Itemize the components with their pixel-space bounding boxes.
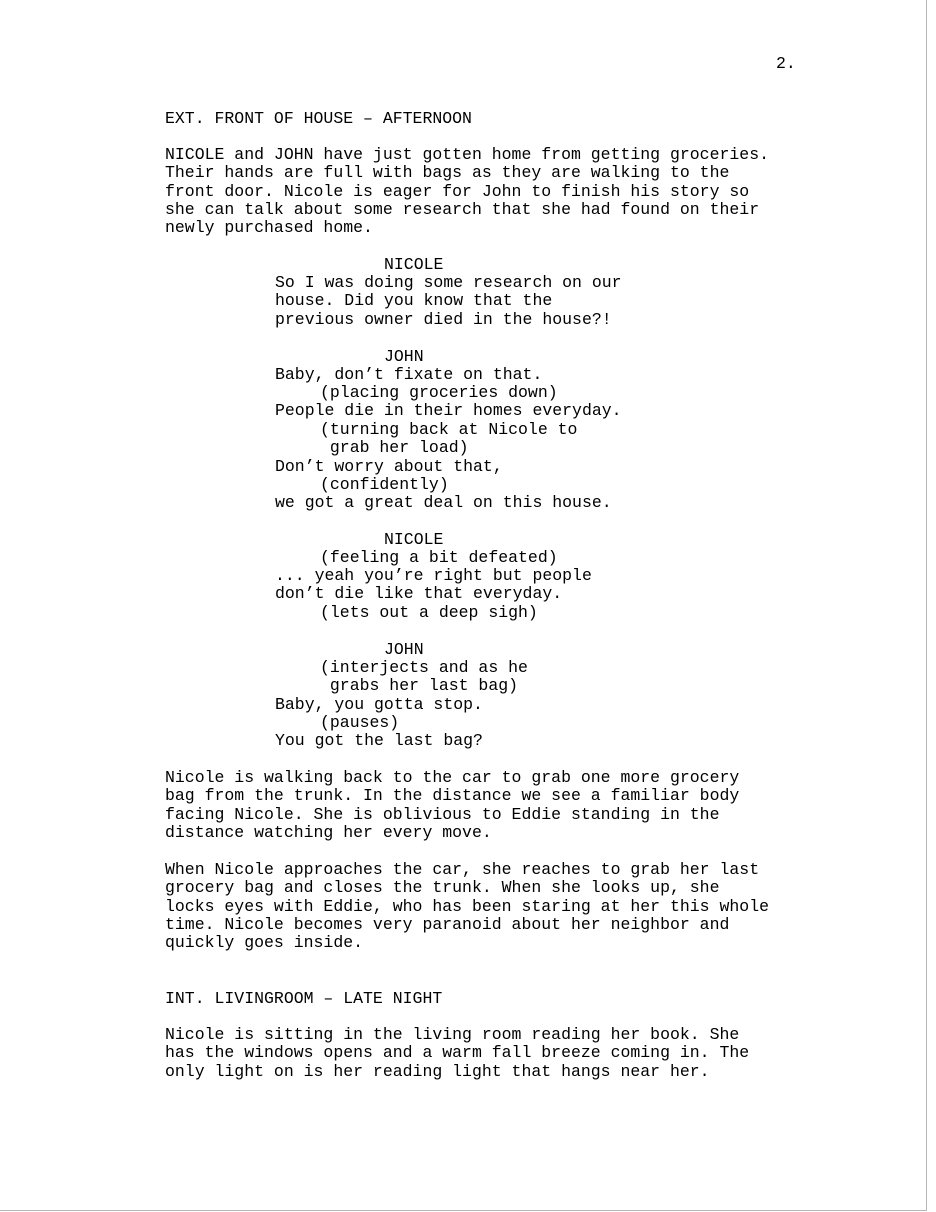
parenthetical: (interjects and as he grabs her last bag)	[320, 658, 528, 696]
character-name: JOHN	[384, 640, 424, 659]
parenthetical: (pauses)	[320, 713, 400, 732]
action-paragraph: Nicole is sitting in the living room reading her book. She has the windows opens and a warm fall breeze coming in. The only light on is her reading light that hangs near her.	[165, 1025, 750, 1081]
character-name: JOHN	[384, 347, 424, 366]
parenthetical: (confidently)	[320, 475, 449, 494]
parenthetical: (lets out a deep sigh)	[320, 603, 538, 622]
character-name: NICOLE	[384, 530, 444, 549]
scene-heading: EXT. FRONT OF HOUSE – AFTERNOON	[165, 109, 472, 128]
action-paragraph: NICOLE and JOHN have just gotten home from getting groceries. Their hands are full with bags as they are walking to the front door. Nicole is eager for John to finish his story so she can talk about some research that she had found on their newly purchased home.	[165, 145, 769, 238]
dialogue-text: Baby, you gotta stop.	[275, 695, 483, 714]
dialogue-text: Baby, don’t fixate on that.	[275, 365, 543, 384]
dialogue-text: ... yeah you’re right but people don’t die like that everyday.	[275, 566, 592, 604]
scene-heading: INT. LIVINGROOM – LATE NIGHT	[165, 989, 443, 1008]
parenthetical: (placing groceries down)	[320, 383, 558, 402]
dialogue-text: Don’t worry about that,	[275, 457, 503, 476]
action-paragraph: Nicole is walking back to the car to grab one more grocery bag from the trunk. In the distance we see a familiar body facing Nicole. She is oblivious to Eddie standing in the distance watching her every move.	[165, 768, 740, 842]
action-paragraph: When Nicole approaches the car, she reaches to grab her last grocery bag and closes the trunk. When she looks up, she locks eyes with Eddie, who has been staring at her this whole time. Nicole becomes very paranoid about her neighbor and quickly goes inside.	[165, 860, 769, 953]
dialogue-text: we got a great deal on this house.	[275, 493, 612, 512]
page-number: 2.	[776, 54, 796, 73]
dialogue-text: You got the last bag?	[275, 731, 483, 750]
parenthetical: (turning back at Nicole to grab her load)	[320, 420, 578, 458]
character-name: NICOLE	[384, 255, 444, 274]
dialogue-text: So I was doing some research on our house. Did you know that the previous owner died in the house?!	[275, 273, 622, 329]
dialogue-text: People die in their homes everyday.	[275, 401, 622, 420]
parenthetical: (feeling a bit defeated)	[320, 548, 558, 567]
